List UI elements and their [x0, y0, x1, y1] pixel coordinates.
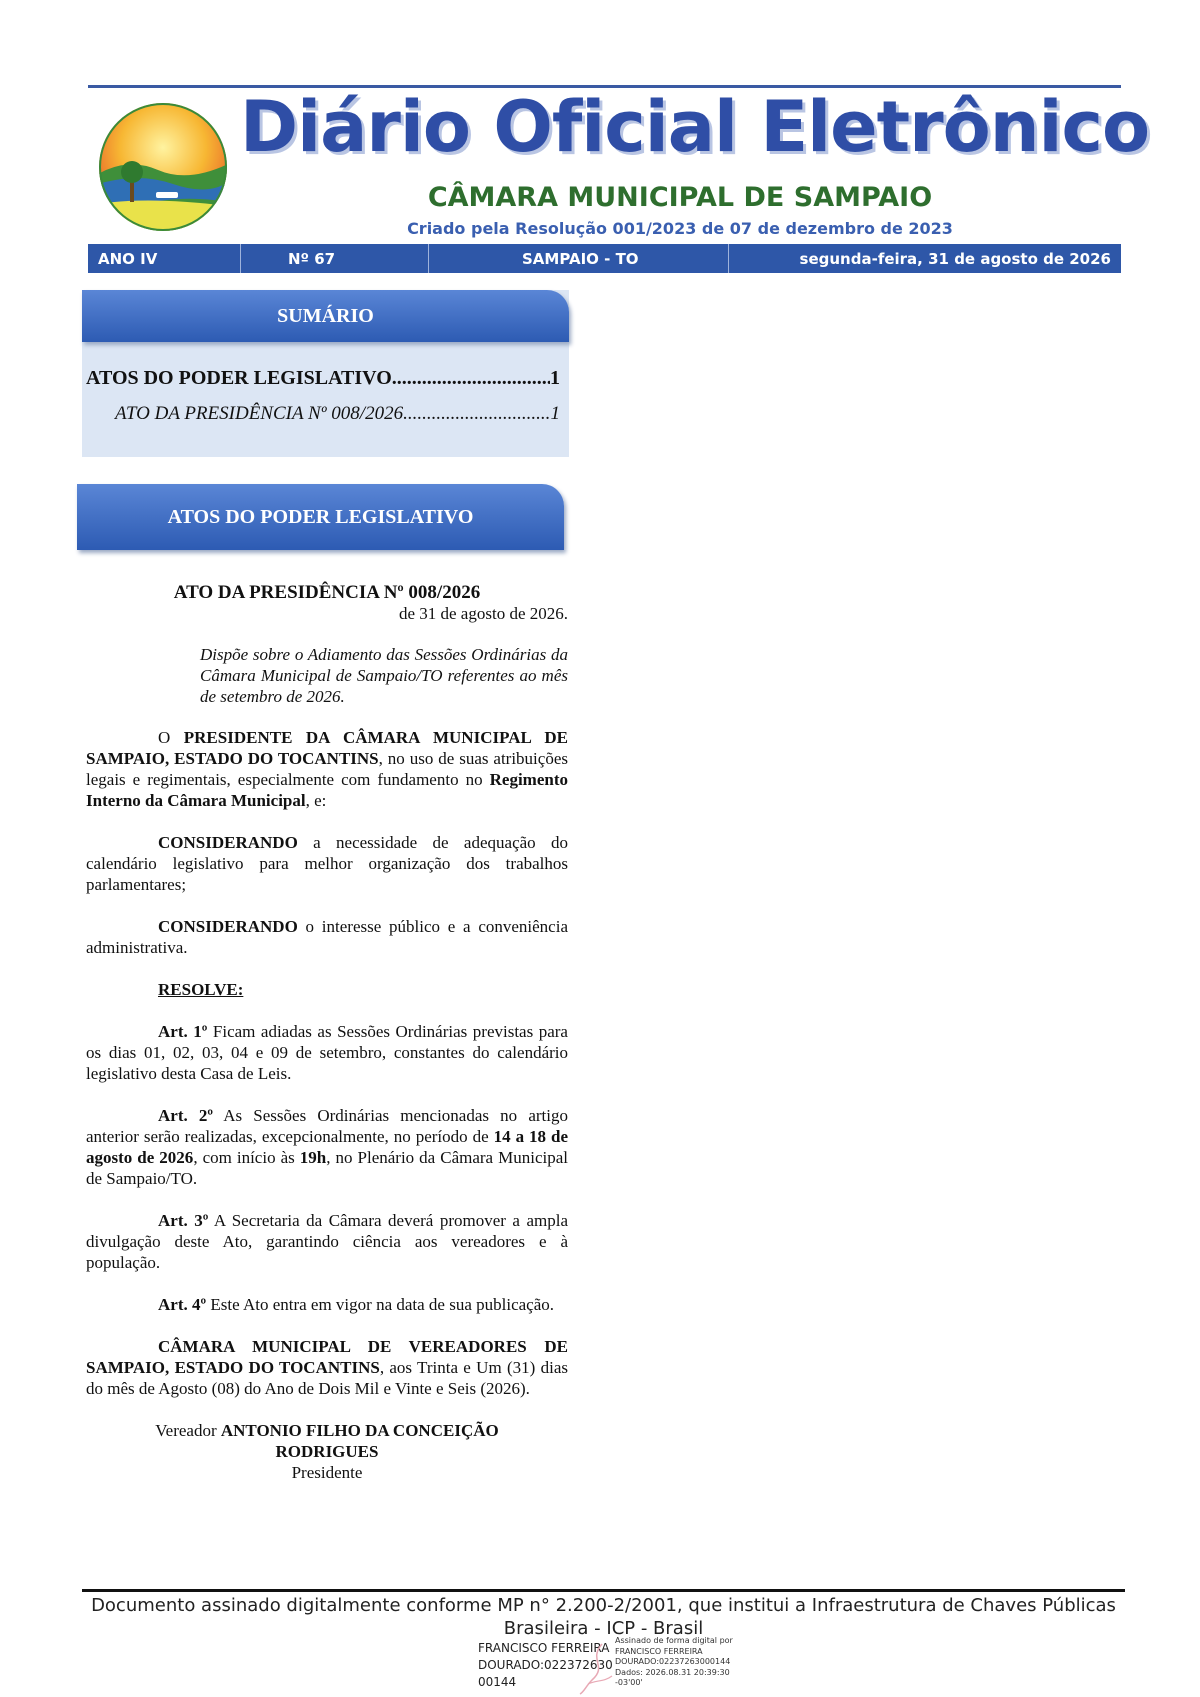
act-title: ATO DA PRESIDÊNCIA Nº 008/2026	[173, 582, 481, 603]
act-date: de 31 de agosto de 2026.	[398, 604, 568, 623]
considering-clause: CONSIDERANDO o interesse público e a conveniência administrativa.	[86, 917, 568, 957]
signer-name: Vereador ANTONIO FILHO DA CONCEIÇÃO	[155, 1421, 499, 1440]
toc-dots	[392, 367, 550, 390]
article-1: Art. 1º Ficam adiadas as Sessões Ordinárias previstas para os dias 01, 02, 03, 04 e 09 de setembro, constantes do calendário legislativo desta Casa de Leis.	[86, 1022, 568, 1083]
article-3: Art. 3º A Secretaria da Câmara deverá promover a ampla divulgação deste Ato, garantindo ciência aos vereadores e à população.	[86, 1211, 568, 1272]
considering-clause: CONSIDERANDO a necessidade de adequação do calendário legislativo para melhor organização dos trabalhos parlamentares;	[86, 833, 568, 894]
municipal-logo	[98, 102, 228, 232]
signer-name-cont: RODRIGUES	[275, 1442, 379, 1461]
creation-resolution: Criado pela Resolução 001/2023 de 07 de dezembro de 2023	[407, 219, 953, 238]
toc-entry-label: ATO DA PRESIDÊNCIA Nº 008/2026	[115, 403, 404, 424]
footer-certification: Documento assinado digitalmente conforme MP n° 2.200-2/2001, que institui a Infraestrutura de Chaves Públicas Brasileira - ICP - Brasil	[91, 1595, 1116, 1639]
issue-number: Nº 67	[288, 250, 336, 268]
masthead-title: Diário Oficial Eletrônico	[240, 86, 1150, 168]
bar-divider	[240, 244, 241, 273]
issue-date: segunda-feira, 31 de agosto de 2026	[799, 250, 1111, 268]
toc-entry-label: ATOS DO PODER LEGISLATIVO	[86, 367, 392, 389]
signature-mark	[578, 1640, 618, 1696]
toc-entry[interactable]	[86, 367, 560, 390]
bar-divider	[728, 244, 729, 273]
closing-statement: CÂMARA MUNICIPAL DE VEREADORES DE SAMPAIO, ESTADO DO TOCANTINS, aos Trinta e Um (31) dias do mês de Agosto (08) do Ano de Dois Mil e Vinte e Seis (2026).	[86, 1337, 568, 1398]
toc-entry-page: 1	[550, 367, 560, 389]
footer-rule	[82, 1589, 1125, 1592]
issue-location: SAMPAIO - TO	[522, 250, 639, 268]
issue-info-bar	[88, 244, 1121, 273]
act-preamble: O PRESIDENTE DA CÂMARA MUNICIPAL DE SAMPAIO, ESTADO DO TOCANTINS, no uso de suas atribuições legais e regimentais, especialmente com fundamento no Regimento Interno da Câmara Municipal, e:	[86, 728, 568, 810]
toc-entry-page: 1	[550, 403, 560, 424]
digital-signature-name: FRANCISCO FERREIRA DOURADO:022372630 00144	[478, 1641, 613, 1689]
signer-role: Presidente	[291, 1463, 363, 1482]
summary-heading: SUMÁRIO	[82, 290, 569, 342]
digital-signature-details: Assinado de forma digital por FRANCISCO FERREIRA DOURADO:02237263000144 Dados: 2026.08.31 20:39:30 -03'00'	[615, 1636, 733, 1687]
article-4: Art. 4º Este Ato entra em vigor na data de sua publicação.	[158, 1295, 555, 1314]
act-summary: Dispõe sobre o Adiamento das Sessões Ordinárias da Câmara Municipal de Sampaio/TO referentes ao mês de setembro de 2026.	[200, 645, 568, 706]
resolve-heading: RESOLVE:	[158, 980, 244, 999]
act-body	[86, 582, 568, 1483]
article-2: Art. 2º As Sessões Ordinárias mencionadas no artigo anterior serão realizadas, excepcionalmente, no período de 14 a 18 de agosto de 2026, com início às 19h, no Plenário da Câmara Municipal de Sampaio/TO.	[86, 1106, 568, 1188]
toc-dots	[403, 403, 550, 425]
toc-entry[interactable]	[115, 403, 560, 425]
issue-year: ANO IV	[98, 250, 158, 268]
section-heading: ATOS DO PODER LEGISLATIVO	[77, 484, 564, 550]
bar-divider	[428, 244, 429, 273]
organization-name: CÂMARA MUNICIPAL DE SAMPAIO	[427, 182, 933, 213]
